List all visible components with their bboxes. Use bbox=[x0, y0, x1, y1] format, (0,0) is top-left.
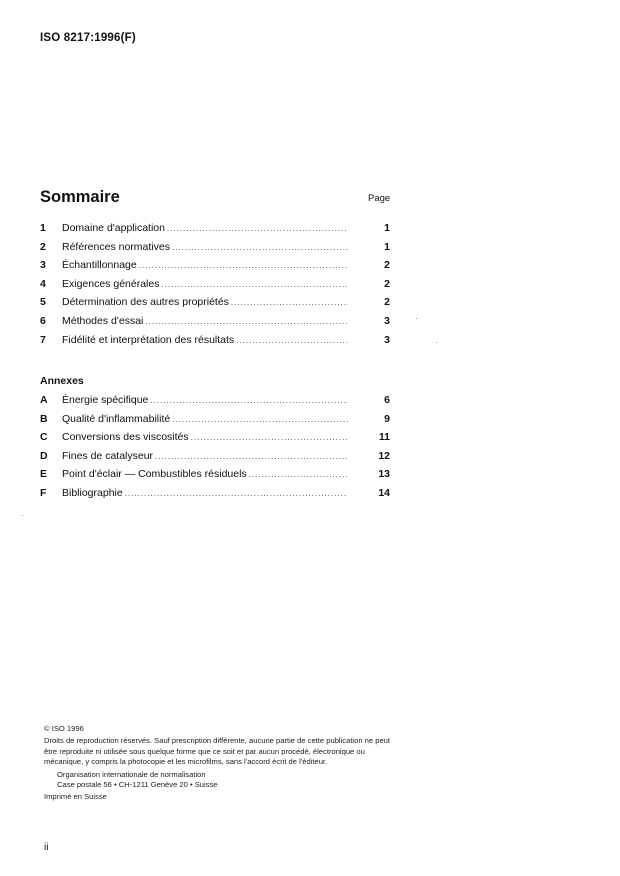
annex-entry[interactable] bbox=[40, 450, 390, 469]
toc-entry-title: Références normatives bbox=[62, 240, 170, 253]
annex-page: 14 bbox=[378, 486, 390, 499]
annex-entry[interactable] bbox=[40, 487, 390, 506]
toc-entry-page: 3 bbox=[384, 314, 390, 327]
toc-entry-page: 2 bbox=[384, 259, 390, 272]
toc-entry-number: 3 bbox=[40, 259, 46, 272]
annexes-heading: Annexes bbox=[40, 375, 84, 387]
annex-title: Fines de catalyseur bbox=[62, 449, 154, 462]
postal-address: Case postale 56 • CH-1211 Genève 20 • Suisse bbox=[57, 780, 218, 790]
toc-entry-page: 1 bbox=[384, 240, 390, 253]
dot-leader bbox=[236, 336, 348, 345]
toc-entry-number: 2 bbox=[40, 240, 46, 253]
toc-entry-title: Méthodes d'essai bbox=[62, 314, 144, 327]
dot-leader bbox=[161, 280, 348, 289]
scan-speck bbox=[22, 515, 23, 516]
annex-title: Bibliographie bbox=[62, 486, 123, 499]
copyright-notice bbox=[44, 724, 396, 803]
annex-entry[interactable] bbox=[40, 431, 390, 450]
toc-entry[interactable] bbox=[40, 315, 390, 334]
toc-entry-number: 1 bbox=[40, 222, 46, 234]
toc-entry-page: 1 bbox=[384, 222, 390, 234]
dot-leader bbox=[172, 243, 348, 252]
dot-leader bbox=[139, 261, 348, 270]
toc-entry-page: 2 bbox=[384, 277, 390, 290]
annex-letter: F bbox=[40, 486, 47, 499]
toc-entry-title: Fidélité et interprétation des résultats bbox=[62, 333, 235, 346]
annex-letter: D bbox=[40, 449, 48, 462]
annex-title: Qualité d'inflammabilité bbox=[62, 412, 171, 425]
toc-entry-number: 7 bbox=[40, 333, 46, 346]
annex-letter: E bbox=[40, 468, 48, 481]
dot-leader bbox=[172, 415, 348, 424]
page-title: Sommaire bbox=[40, 188, 120, 206]
annex-page: 12 bbox=[378, 449, 390, 462]
annex-title: Conversions des viscosités bbox=[62, 431, 189, 444]
annex-page: 9 bbox=[384, 412, 390, 425]
annex-page: 6 bbox=[384, 394, 390, 406]
dot-leader bbox=[167, 224, 348, 233]
dot-leader bbox=[145, 317, 348, 326]
dot-leader bbox=[125, 489, 348, 498]
annex-list bbox=[40, 394, 390, 506]
toc-entry[interactable] bbox=[40, 259, 390, 278]
dot-leader bbox=[150, 396, 348, 405]
copyright-line: © ISO 1996 bbox=[44, 724, 84, 733]
toc-entry-title: Exigences générales bbox=[62, 277, 160, 290]
dot-leader bbox=[249, 470, 348, 479]
rights-statement: Droits de reproduction réservés. Sauf prescription différente, aucune partie de cette publication ne peut être reproduite ni utilisée sous quelque forme que ce soit et par aucun procédé, électronique ou mécanique, y compris la photocopie et les microfilms, sans l'accord écrit de l'éditeur. bbox=[44, 736, 391, 767]
toc-entry-title: Détermination des autres propriétés bbox=[62, 296, 229, 309]
toc-entry-title: Domaine d'application bbox=[62, 222, 165, 234]
annex-page: 13 bbox=[378, 468, 390, 481]
toc-entry-title: Échantillonnage bbox=[62, 259, 137, 272]
printed-in: Imprimé en Suisse bbox=[44, 792, 107, 802]
toc-entry-number: 5 bbox=[40, 296, 46, 309]
page-column-label: Page bbox=[368, 193, 391, 204]
page-number: ii bbox=[44, 842, 49, 853]
toc-entry-number: 6 bbox=[40, 314, 46, 327]
annex-entry[interactable] bbox=[40, 468, 390, 487]
annex-entry[interactable] bbox=[40, 413, 390, 432]
standard-reference: ISO 8217:1996(F) bbox=[40, 32, 136, 44]
organization-name: Organisation internationale de normalisation bbox=[57, 769, 206, 779]
toc-entry-page: 3 bbox=[384, 333, 390, 346]
toc-entry-page: 2 bbox=[384, 296, 390, 309]
dot-leader bbox=[191, 433, 348, 442]
annex-letter: B bbox=[40, 412, 48, 425]
toc-entry[interactable] bbox=[40, 296, 390, 315]
publisher-address bbox=[44, 770, 396, 791]
toc-entry[interactable] bbox=[40, 334, 390, 353]
toc-entry[interactable] bbox=[40, 278, 390, 297]
dot-leader bbox=[231, 298, 348, 307]
scan-speck bbox=[436, 342, 437, 343]
annex-letter: A bbox=[40, 394, 48, 406]
toc-entry-number: 4 bbox=[40, 277, 46, 290]
scan-speck bbox=[416, 318, 417, 319]
toc-entry[interactable] bbox=[40, 241, 390, 260]
toc-entry[interactable] bbox=[40, 222, 390, 241]
annex-title: Énergie spécifique bbox=[62, 394, 149, 406]
dot-leader bbox=[155, 452, 348, 461]
annex-page: 11 bbox=[378, 431, 390, 444]
annex-entry[interactable] bbox=[40, 394, 390, 413]
annex-title: Point d'éclair — Combustibles résiduels bbox=[62, 468, 247, 481]
annex-letter: C bbox=[40, 431, 48, 444]
toc-list bbox=[40, 222, 390, 352]
